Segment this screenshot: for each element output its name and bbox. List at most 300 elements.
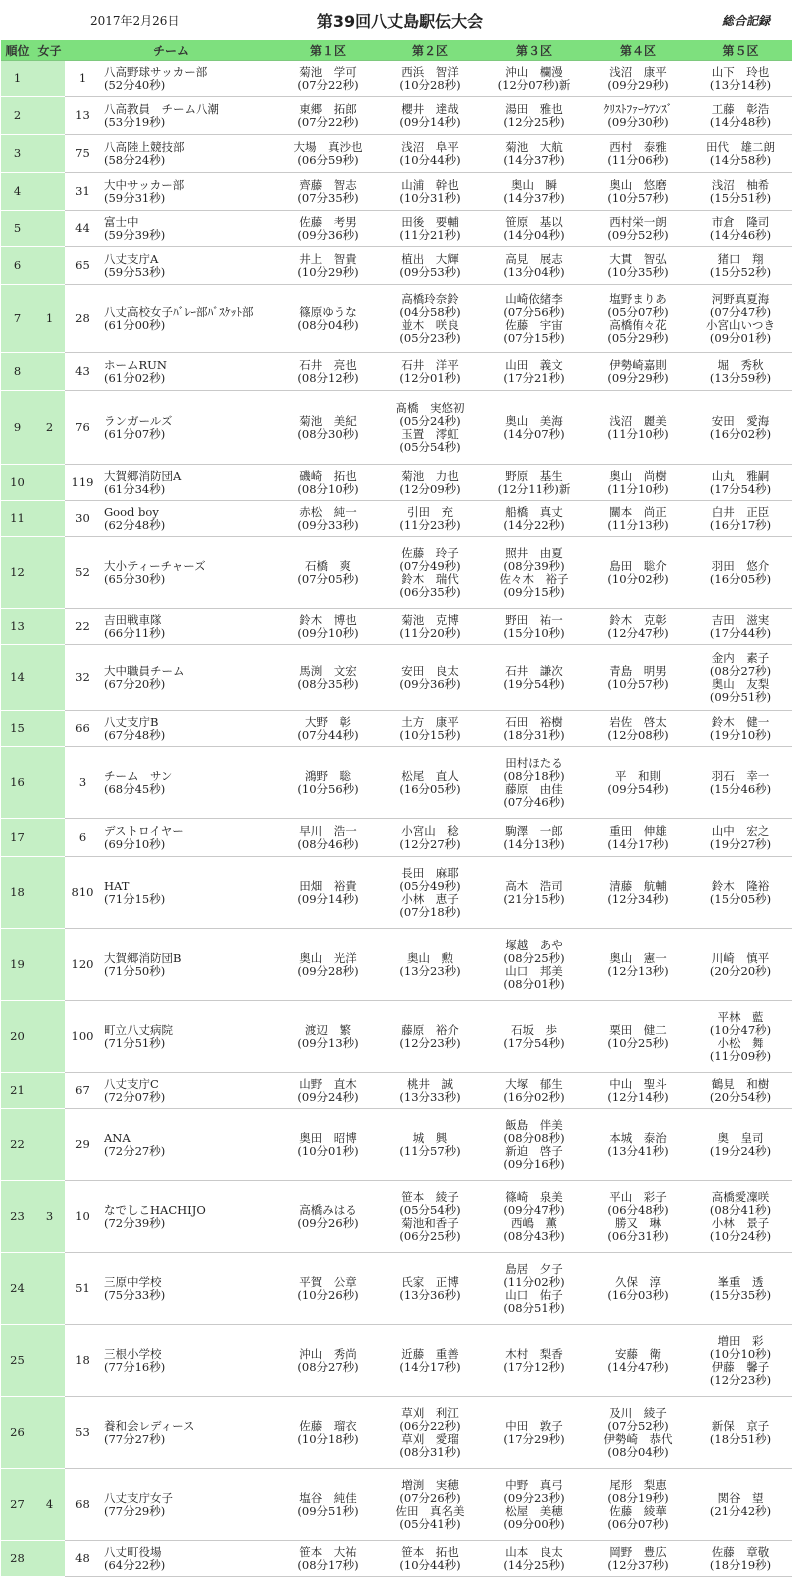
rank-cell: 20 bbox=[1, 1001, 34, 1073]
runner-name: 小宮山 稔 bbox=[401, 823, 459, 838]
girl-rank-cell bbox=[34, 747, 65, 819]
leg-1-cell bbox=[277, 609, 379, 645]
runner-name: 増渕 実穂 bbox=[401, 1477, 459, 1492]
leg-2-cell bbox=[379, 211, 481, 247]
runner-time: (05分54秒) bbox=[399, 439, 461, 454]
team-cell bbox=[100, 353, 277, 391]
team-name: 町立八丈病院 bbox=[104, 1022, 173, 1037]
team-total-time: (68分45秒) bbox=[104, 781, 166, 796]
runner-time: (07分49秒) bbox=[399, 558, 461, 573]
col-leg-4: 第４区 bbox=[587, 40, 689, 61]
team-total-time: (61分00秒) bbox=[104, 317, 166, 332]
runner-name: 田代 雄二朗 bbox=[706, 139, 776, 154]
runner-name: 山口 邦美 bbox=[505, 963, 563, 978]
runner-name: 安田 良太 bbox=[401, 663, 459, 678]
team-number-cell: 28 bbox=[65, 285, 100, 353]
team-number-cell: 53 bbox=[65, 1397, 100, 1469]
rank-cell: 21 bbox=[1, 1073, 34, 1109]
table-row bbox=[1, 609, 792, 645]
runner-time: (16分02秒) bbox=[709, 426, 772, 441]
leg-2-cell bbox=[379, 1469, 481, 1541]
runner-time: (08分51秒) bbox=[503, 1300, 565, 1315]
team-number-cell: 22 bbox=[65, 609, 100, 645]
runner-name: 湯田 雅也 bbox=[505, 101, 563, 116]
runner-name: 高橋侑々花 bbox=[609, 317, 667, 332]
team-cell bbox=[100, 747, 277, 819]
runner-time: (17分29秒) bbox=[503, 1431, 565, 1446]
leg-1-cell bbox=[277, 711, 379, 747]
runner-name: 西村 泰雅 bbox=[609, 139, 667, 154]
runner-time: (10分02秒) bbox=[607, 571, 669, 586]
runner-name: 長田 麻耶 bbox=[401, 865, 459, 880]
leg-2-cell bbox=[379, 1397, 481, 1469]
team-total-time: (71分15秒) bbox=[104, 891, 166, 906]
leg-3-cell bbox=[481, 173, 587, 211]
runner-time: (09分51秒) bbox=[297, 1503, 359, 1518]
leg-4-cell bbox=[587, 537, 689, 609]
runner-name: 佐田 真名美 bbox=[395, 1503, 465, 1518]
team-name: ANA bbox=[104, 1130, 131, 1145]
runner-time: (06分22秒) bbox=[399, 1418, 461, 1433]
col-leg-5: 第５区 bbox=[689, 40, 792, 61]
runner-name: 土方 康平 bbox=[401, 714, 459, 729]
runner-name: 佐藤 章敬 bbox=[711, 1544, 770, 1559]
leg-1-cell bbox=[277, 1541, 379, 1577]
runner-time: (11分23秒) bbox=[399, 517, 461, 532]
runner-name: 引田 充 bbox=[407, 504, 454, 519]
runner-time: (11分20秒) bbox=[399, 625, 461, 640]
team-number-cell: 29 bbox=[65, 1109, 100, 1181]
girl-rank-cell bbox=[34, 929, 65, 1001]
leg-2-cell bbox=[379, 391, 481, 465]
leg-5-cell bbox=[689, 173, 792, 211]
rank-cell: 11 bbox=[1, 501, 34, 537]
leg-5-cell bbox=[689, 501, 792, 537]
runner-name: 山本 良太 bbox=[505, 1544, 563, 1559]
team-total-time: (61分07秒) bbox=[104, 426, 166, 441]
race-date: 2017年2月26日 bbox=[90, 14, 180, 28]
team-number-cell: 3 bbox=[65, 747, 100, 819]
girl-rank-cell bbox=[34, 857, 65, 929]
runner-time: (09分14秒) bbox=[399, 114, 461, 129]
leg-2-cell bbox=[379, 711, 481, 747]
team-number-cell: 30 bbox=[65, 501, 100, 537]
team-total-time: (71分50秒) bbox=[104, 963, 166, 978]
runner-time: (11分10秒) bbox=[607, 481, 669, 496]
runner-time: (09分47秒) bbox=[503, 1202, 565, 1217]
team-cell bbox=[100, 857, 277, 929]
team-total-time: (62分48秒) bbox=[104, 517, 166, 532]
team-number-cell: 119 bbox=[65, 465, 100, 501]
runner-name: 平賀 公章 bbox=[299, 1274, 357, 1289]
team-number-cell: 31 bbox=[65, 173, 100, 211]
runner-time: (12分25秒) bbox=[503, 114, 565, 129]
leg-5-cell bbox=[689, 1001, 792, 1073]
leg-4-cell bbox=[587, 645, 689, 711]
leg-2-cell bbox=[379, 1181, 481, 1253]
leg-4-cell bbox=[587, 1253, 689, 1325]
leg-4-cell bbox=[587, 1109, 689, 1181]
team-number-cell: 66 bbox=[65, 711, 100, 747]
runner-name: 平 和則 bbox=[615, 768, 662, 783]
runner-name: 田村ほたる bbox=[505, 755, 563, 770]
leg-4-cell bbox=[587, 501, 689, 537]
runner-name: 山野 直木 bbox=[299, 1076, 357, 1091]
table-row bbox=[1, 97, 792, 135]
team-name: 八丈支庁A bbox=[104, 251, 159, 266]
leg-2-cell bbox=[379, 645, 481, 711]
runner-name: 小宮山いつき bbox=[706, 317, 776, 332]
table-row bbox=[1, 645, 792, 711]
team-name: 養和会レディース bbox=[104, 1418, 195, 1433]
team-number-cell: 75 bbox=[65, 135, 100, 173]
leg-5-cell bbox=[689, 929, 792, 1001]
runner-time: (10分01秒) bbox=[297, 1143, 359, 1158]
table-row bbox=[1, 711, 792, 747]
girl-rank-cell bbox=[34, 609, 65, 645]
runner-time: (14分46秒) bbox=[709, 227, 772, 242]
team-cell bbox=[100, 609, 277, 645]
runner-name: 野原 基生 bbox=[505, 468, 563, 483]
leg-5-cell bbox=[689, 1541, 792, 1577]
rank-cell: 7 bbox=[1, 285, 34, 353]
runner-name: 石田 裕樹 bbox=[505, 714, 563, 729]
runner-name: 磯崎 拓也 bbox=[299, 468, 357, 483]
runner-name: 奥山 尚樹 bbox=[609, 468, 667, 483]
runner-name: 小林 景子 bbox=[711, 1215, 770, 1230]
runner-name: 小林 恵子 bbox=[401, 891, 459, 906]
leg-2-cell bbox=[379, 1325, 481, 1397]
runner-name: 菊池 美紀 bbox=[299, 413, 357, 428]
team-number-cell: 810 bbox=[65, 857, 100, 929]
leg-2-cell bbox=[379, 747, 481, 819]
runner-name: 奥山 友梨 bbox=[711, 676, 770, 691]
leg-4-cell bbox=[587, 465, 689, 501]
team-number-cell: 65 bbox=[65, 247, 100, 285]
leg-5-cell bbox=[689, 391, 792, 465]
runner-name: 石橋 爽 bbox=[305, 558, 352, 573]
runner-name: 山中 宏之 bbox=[711, 823, 770, 838]
runner-time: (10分56秒) bbox=[297, 781, 359, 796]
runner-name: 猪口 翔 bbox=[717, 251, 764, 266]
runner-time: (08分27秒) bbox=[297, 1359, 359, 1374]
leg-1-cell bbox=[277, 465, 379, 501]
team-cell bbox=[100, 1397, 277, 1469]
runner-name: 浅沼 柚希 bbox=[711, 177, 770, 192]
runner-time: (06分31秒) bbox=[607, 1228, 669, 1243]
runner-time: (15分10秒) bbox=[503, 625, 565, 640]
leg-3-cell bbox=[481, 353, 587, 391]
runner-time: (20分54秒) bbox=[709, 1089, 772, 1104]
leg-1-cell bbox=[277, 1397, 379, 1469]
team-total-time: (53分19秒) bbox=[104, 114, 166, 129]
table-row bbox=[1, 1001, 792, 1073]
runner-time: (10分47秒) bbox=[709, 1022, 772, 1037]
team-total-time: (75分33秒) bbox=[104, 1287, 166, 1302]
runner-time: (12分37秒) bbox=[607, 1557, 669, 1572]
runner-name: 西村栄一朗 bbox=[609, 214, 667, 229]
runner-name: 島居 夕子 bbox=[505, 1261, 563, 1276]
team-number-cell: 48 bbox=[65, 1541, 100, 1577]
team-cell bbox=[100, 1469, 277, 1541]
runner-time: (09分26秒) bbox=[297, 1215, 359, 1230]
leg-5-cell bbox=[689, 747, 792, 819]
runner-name: 石井 洋平 bbox=[401, 357, 459, 372]
runner-name: 奥山 美海 bbox=[505, 413, 563, 428]
leg-1-cell bbox=[277, 501, 379, 537]
runner-name: 石井 謙次 bbox=[505, 663, 563, 678]
runner-time: (08分01秒) bbox=[503, 976, 565, 991]
rank-cell: 5 bbox=[1, 211, 34, 247]
runner-name: 關本 尚正 bbox=[609, 504, 667, 519]
team-cell bbox=[100, 1541, 277, 1577]
leg-5-cell bbox=[689, 465, 792, 501]
runner-name: 大場 真沙也 bbox=[293, 139, 363, 154]
team-cell bbox=[100, 501, 277, 537]
runner-name: 大野 彰 bbox=[305, 714, 352, 729]
rank-cell: 25 bbox=[1, 1325, 34, 1397]
leg-1-cell bbox=[277, 929, 379, 1001]
runner-name: 塚越 あや bbox=[505, 937, 563, 952]
leg-4-cell bbox=[587, 1325, 689, 1397]
runner-name: 塩野まりあ bbox=[609, 291, 667, 306]
team-cell bbox=[100, 711, 277, 747]
runner-time: (09分29秒) bbox=[607, 370, 669, 385]
team-cell bbox=[100, 929, 277, 1001]
table-row bbox=[1, 929, 792, 1001]
runner-name: 河野真夏海 bbox=[711, 291, 770, 306]
team-name: 三根小学校 bbox=[104, 1346, 162, 1361]
leg-1-cell bbox=[277, 1181, 379, 1253]
runner-time: (08分10秒) bbox=[297, 481, 359, 496]
leg-5-cell bbox=[689, 1325, 792, 1397]
team-cell bbox=[100, 247, 277, 285]
leg-1-cell bbox=[277, 1469, 379, 1541]
runner-name: 笹本 大祐 bbox=[299, 1544, 357, 1559]
runner-name: 奥山 憲一 bbox=[609, 950, 667, 965]
runner-time: (05分41秒) bbox=[399, 1516, 461, 1531]
leg-2-cell bbox=[379, 1073, 481, 1109]
leg-5-cell bbox=[689, 353, 792, 391]
girl-rank-cell bbox=[34, 645, 65, 711]
runner-name: 佐藤 宇宙 bbox=[505, 317, 563, 332]
team-total-time: (52分40秒) bbox=[104, 77, 166, 92]
runner-time: (12分47秒) bbox=[607, 625, 669, 640]
runner-time: (18分31秒) bbox=[503, 727, 565, 742]
runner-time: (07分22秒) bbox=[297, 114, 359, 129]
runner-time: (10分35秒) bbox=[607, 264, 669, 279]
runner-time: (08分41秒) bbox=[709, 1202, 772, 1217]
team-cell bbox=[100, 391, 277, 465]
girl-rank-cell bbox=[34, 1001, 65, 1073]
runner-time: (06分25秒) bbox=[399, 1228, 461, 1243]
runner-time: (10分57秒) bbox=[607, 676, 669, 691]
runner-time: (08分18秒) bbox=[503, 768, 565, 783]
runner-time: (09分16秒) bbox=[503, 1156, 565, 1171]
table-row bbox=[1, 1073, 792, 1109]
leg-5-cell bbox=[689, 135, 792, 173]
team-name: 三原中学校 bbox=[104, 1274, 162, 1289]
rank-cell: 10 bbox=[1, 465, 34, 501]
runner-name: 沖山 秀尚 bbox=[299, 1346, 357, 1361]
runner-time: (09分53秒) bbox=[399, 264, 461, 279]
team-name: チーム サン bbox=[104, 768, 173, 783]
runner-name: 浅沼 麗美 bbox=[609, 413, 667, 428]
team-name: 吉田戦車隊 bbox=[104, 612, 162, 627]
table-row bbox=[1, 211, 792, 247]
team-number-cell: 120 bbox=[65, 929, 100, 1001]
leg-3-cell bbox=[481, 391, 587, 465]
runner-time: (13分59秒) bbox=[709, 370, 772, 385]
col-leg-2: 第２区 bbox=[379, 40, 481, 61]
table-row bbox=[1, 1325, 792, 1397]
runner-time: (09分52秒) bbox=[607, 227, 669, 242]
runner-name: 並木 咲良 bbox=[401, 317, 459, 332]
runner-time: (09分24秒) bbox=[297, 1089, 359, 1104]
girl-rank-cell bbox=[34, 353, 65, 391]
leg-1-cell bbox=[277, 747, 379, 819]
runner-name: 篠原ゆうな bbox=[299, 304, 357, 319]
runner-name: 鈴木 克彰 bbox=[609, 612, 667, 627]
table-row bbox=[1, 1253, 792, 1325]
rank-cell: 23 bbox=[1, 1181, 34, 1253]
leg-4-cell bbox=[587, 819, 689, 857]
runner-name: 渡辺 繁 bbox=[305, 1022, 352, 1037]
runner-time: (13分14秒) bbox=[709, 77, 772, 92]
runner-time: (06分48秒) bbox=[607, 1202, 669, 1217]
leg-3-cell bbox=[481, 1181, 587, 1253]
team-total-time: (64分22秒) bbox=[104, 1557, 166, 1572]
runner-time: (21分15秒) bbox=[503, 891, 565, 906]
team-total-time: (77分16秒) bbox=[104, 1359, 166, 1374]
runner-time: (14分17秒) bbox=[399, 1359, 461, 1374]
runner-time: (10分29秒) bbox=[297, 264, 359, 279]
runner-name: 山下 玲也 bbox=[711, 64, 770, 79]
team-total-time: (72分27秒) bbox=[104, 1143, 166, 1158]
leg-5-cell bbox=[689, 1109, 792, 1181]
runner-name: 田畑 裕貴 bbox=[299, 878, 357, 893]
runner-time: (09分23秒) bbox=[503, 1490, 565, 1505]
leg-3-cell bbox=[481, 97, 587, 135]
table-row bbox=[1, 857, 792, 929]
runner-time: (09分36秒) bbox=[297, 227, 359, 242]
runner-name: 石井 亮也 bbox=[299, 357, 357, 372]
leg-4-cell bbox=[587, 1181, 689, 1253]
runner-time: (08分12秒) bbox=[297, 370, 359, 385]
runner-name: 山崎依緒李 bbox=[505, 291, 563, 306]
runner-name: 青島 明男 bbox=[609, 663, 667, 678]
rank-cell: 3 bbox=[1, 135, 34, 173]
runner-time: (08分35秒) bbox=[297, 676, 359, 691]
team-cell bbox=[100, 819, 277, 857]
team-name: 八高野球サッカー部 bbox=[104, 64, 208, 79]
leg-2-cell bbox=[379, 465, 481, 501]
runner-time: (12分01秒) bbox=[399, 370, 461, 385]
runner-time: (07分56秒) bbox=[503, 304, 565, 319]
leg-4-cell bbox=[587, 1541, 689, 1577]
runner-time: (09分13秒) bbox=[297, 1035, 359, 1050]
leg-3-cell bbox=[481, 747, 587, 819]
leg-1-cell bbox=[277, 1073, 379, 1109]
runner-time: (12分13秒) bbox=[607, 963, 669, 978]
runner-name: 堀 秀秋 bbox=[717, 357, 764, 372]
leg-1-cell bbox=[277, 391, 379, 465]
runner-time: (05分23秒) bbox=[399, 330, 461, 345]
team-total-time: (61分34秒) bbox=[104, 481, 166, 496]
runner-name: 鶴見 和樹 bbox=[711, 1076, 770, 1091]
runner-time: (08分39秒) bbox=[503, 558, 565, 573]
team-name: 八丈支庁C bbox=[104, 1076, 159, 1091]
runner-name: 髙橋 実悠初 bbox=[395, 400, 465, 415]
rank-cell: 26 bbox=[1, 1397, 34, 1469]
rank-cell: 16 bbox=[1, 747, 34, 819]
team-total-time: (67分48秒) bbox=[104, 727, 166, 742]
runner-time: (19分27秒) bbox=[709, 836, 772, 851]
leg-1-cell bbox=[277, 135, 379, 173]
runner-name: 奥田 昭博 bbox=[299, 1130, 357, 1145]
runner-time: (05分24秒) bbox=[399, 413, 461, 428]
team-cell bbox=[100, 1253, 277, 1325]
team-total-time: (65分30秒) bbox=[104, 571, 166, 586]
leg-3-cell bbox=[481, 929, 587, 1001]
team-name: 八丈町役場 bbox=[104, 1544, 162, 1559]
girl-rank-cell bbox=[34, 211, 65, 247]
runner-name: 及川 綾子 bbox=[609, 1405, 667, 1420]
runner-time: (10分10秒) bbox=[709, 1346, 772, 1361]
team-total-time: (66分11秒) bbox=[104, 625, 166, 640]
runner-time: (09分00秒) bbox=[503, 1516, 565, 1531]
runner-time: (09分54秒) bbox=[607, 781, 669, 796]
table-row bbox=[1, 173, 792, 211]
team-number-cell: 43 bbox=[65, 353, 100, 391]
table-row bbox=[1, 501, 792, 537]
leg-2-cell bbox=[379, 609, 481, 645]
runner-time: (11分02秒) bbox=[503, 1274, 565, 1289]
leg-5-cell bbox=[689, 711, 792, 747]
runner-name: 氏家 正博 bbox=[401, 1274, 459, 1289]
leg-4-cell bbox=[587, 173, 689, 211]
runner-name: 金内 素子 bbox=[711, 650, 770, 665]
runner-name: 木村 梨香 bbox=[505, 1346, 563, 1361]
team-name: 大中職員チーム bbox=[104, 663, 185, 678]
table-row bbox=[1, 465, 792, 501]
runner-name: 藤原 由佳 bbox=[505, 781, 563, 796]
leg-4-cell bbox=[587, 61, 689, 97]
leg-3-cell bbox=[481, 135, 587, 173]
runner-time: (08分17秒) bbox=[297, 1557, 359, 1572]
runner-time: (12分08秒) bbox=[607, 727, 669, 742]
runner-time: (09分28秒) bbox=[297, 963, 359, 978]
runner-time: (17分44秒) bbox=[709, 625, 772, 640]
runner-name: 重田 伸雄 bbox=[609, 823, 667, 838]
girl-rank-cell: 1 bbox=[34, 285, 65, 353]
runner-time: (13分04秒) bbox=[503, 264, 565, 279]
runner-name: 玉置 澪虹 bbox=[401, 426, 459, 441]
girl-rank-cell bbox=[34, 61, 65, 97]
runner-name: 櫻井 達哉 bbox=[401, 101, 459, 116]
runner-time: (14分25秒) bbox=[503, 1557, 565, 1572]
leg-5-cell bbox=[689, 1073, 792, 1109]
runner-name: 鈴木 隆裕 bbox=[711, 878, 770, 893]
runner-time: (10分18秒) bbox=[297, 1431, 359, 1446]
table-row bbox=[1, 1469, 792, 1541]
team-cell bbox=[100, 97, 277, 135]
runner-time: (05分49秒) bbox=[399, 878, 461, 893]
runner-name: 岩佐 啓太 bbox=[609, 714, 667, 729]
rank-cell: 22 bbox=[1, 1109, 34, 1181]
col-leg-1: 第１区 bbox=[277, 40, 379, 61]
leg-3-cell bbox=[481, 537, 587, 609]
